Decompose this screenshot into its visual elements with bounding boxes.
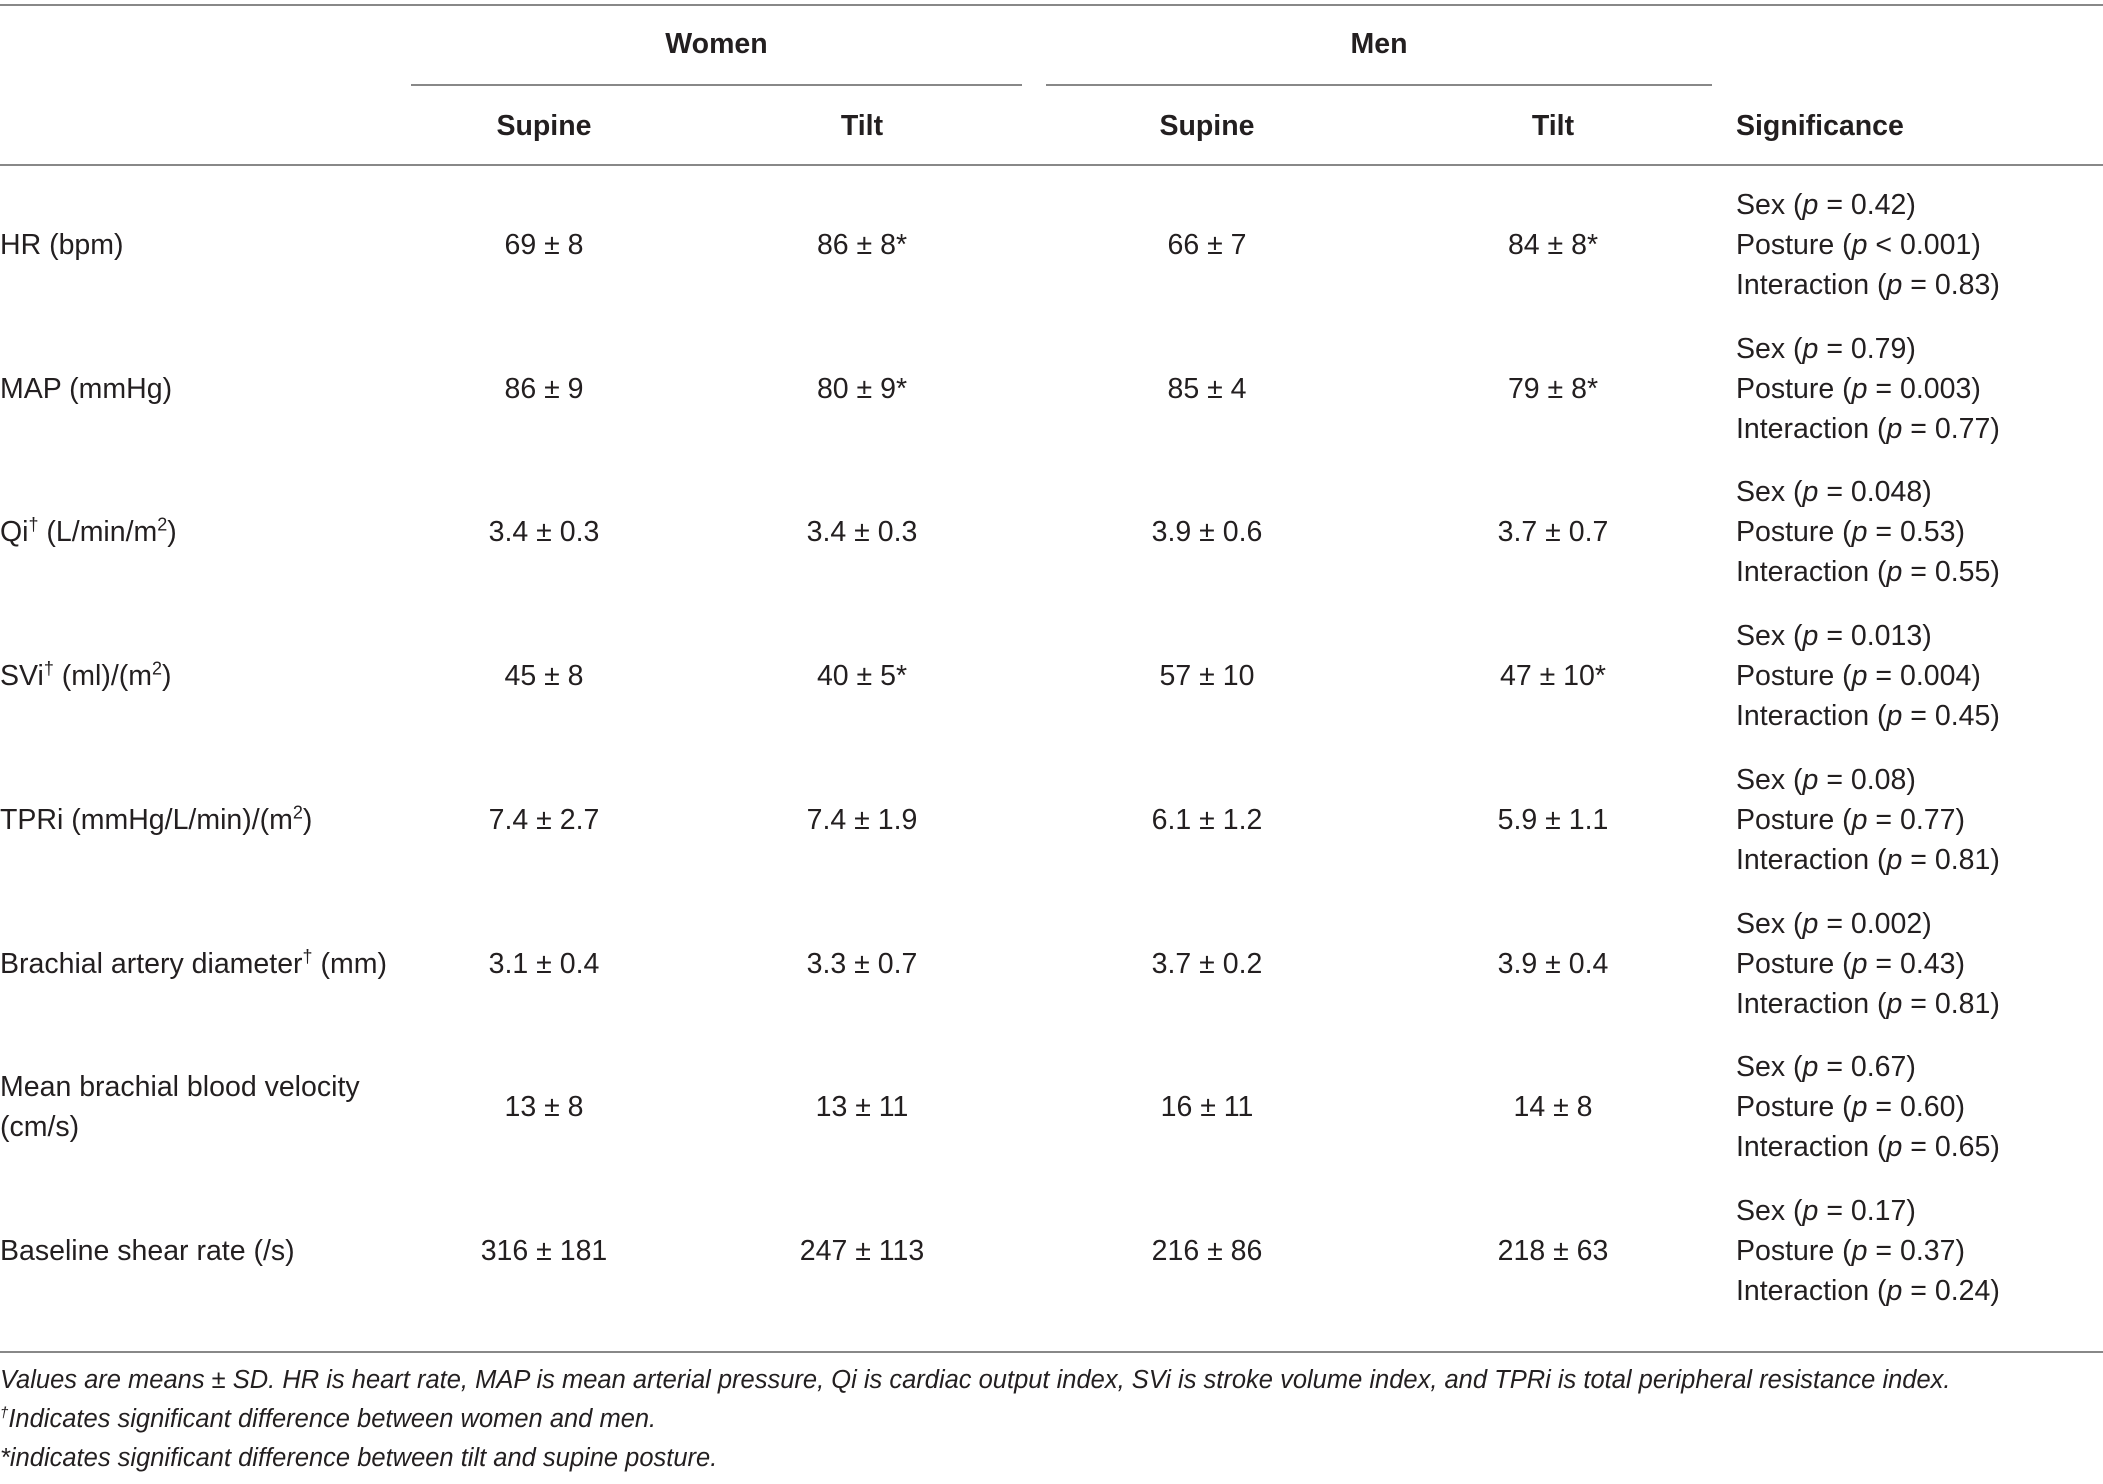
p-symbol: p bbox=[1802, 476, 1819, 509]
cell-men-supine: 16 ± 11 bbox=[1160, 1091, 1254, 1124]
effect-term: Sex bbox=[1736, 763, 1786, 796]
p-value: = 0.81 bbox=[1902, 843, 1991, 876]
cell-women-supine: 3.1 ± 0.4 bbox=[488, 947, 600, 980]
significance-cell bbox=[1736, 760, 2000, 880]
cell-men-supine: 85 ± 4 bbox=[1167, 372, 1247, 405]
significance-line: Posture (p = 0.43) bbox=[1736, 947, 1965, 980]
p-symbol: p bbox=[1886, 1131, 1903, 1164]
cell-women-supine: 45 ± 8 bbox=[504, 660, 584, 693]
cell-men-supine: 3.7 ± 0.2 bbox=[1151, 947, 1263, 980]
effect-term: Interaction bbox=[1736, 1131, 1870, 1164]
cell-men-tilt: 3.7 ± 0.7 bbox=[1497, 516, 1609, 549]
p-symbol: p bbox=[1851, 803, 1868, 836]
row-label: Mean brachial blood velocity (cm/s) bbox=[0, 1071, 360, 1144]
significance-cell bbox=[1736, 185, 2000, 305]
cell-men-tilt: 84 ± 8* bbox=[1507, 229, 1599, 261]
significance-line: Posture (p = 0.53) bbox=[1736, 516, 1965, 549]
row-label: Brachial artery diameter† (mm) bbox=[0, 946, 387, 980]
significance-cell bbox=[1736, 472, 2000, 592]
p-symbol: p bbox=[1802, 332, 1819, 365]
effect-term: Posture bbox=[1736, 947, 1835, 980]
significance-line: Interaction (p = 0.83) bbox=[1736, 269, 2000, 301]
p-value: = 0.17 bbox=[1818, 1194, 1907, 1227]
significance-cell bbox=[1736, 1047, 2000, 1167]
p-value: = 0.37 bbox=[1867, 1234, 1956, 1267]
effect-term: Sex bbox=[1736, 620, 1786, 653]
cell-men-supine: 57 ± 10 bbox=[1159, 660, 1255, 693]
p-value: = 0.83 bbox=[1902, 269, 1991, 301]
cell-women-supine: 13 ± 8 bbox=[504, 1091, 584, 1124]
significance-line: Posture (p = 0.004) bbox=[1736, 660, 1981, 693]
column-header-women-supine: Supine bbox=[496, 110, 592, 142]
p-symbol: p bbox=[1851, 372, 1868, 405]
cell-women-tilt: 7.4 ± 1.9 bbox=[806, 803, 918, 836]
effect-term: Posture bbox=[1736, 372, 1835, 405]
effect-term: Interaction bbox=[1736, 1274, 1870, 1307]
cell-men-tilt: 5.9 ± 1.1 bbox=[1497, 803, 1609, 836]
cell-men-tilt: 79 ± 8* bbox=[1507, 372, 1599, 405]
significance-line: Posture (p = 0.60) bbox=[1736, 1091, 1965, 1124]
p-value: = 0.08 bbox=[1818, 763, 1907, 796]
cell-women-supine: 316 ± 181 bbox=[480, 1234, 608, 1267]
p-symbol: p bbox=[1802, 763, 1819, 796]
effect-term: Posture bbox=[1736, 660, 1835, 693]
significance-line: Sex (p = 0.08) bbox=[1736, 763, 1916, 796]
p-symbol: p bbox=[1802, 907, 1819, 940]
significance-cell bbox=[1736, 1191, 2000, 1311]
significance-line: Posture (p < 0.001) bbox=[1736, 229, 1981, 261]
p-symbol: p bbox=[1886, 987, 1903, 1020]
cell-women-supine: 7.4 ± 2.7 bbox=[488, 803, 600, 836]
cell-men-tilt: 47 ± 10* bbox=[1500, 660, 1606, 693]
p-value: = 0.004 bbox=[1867, 660, 1972, 693]
significance-line: Sex (p = 0.17) bbox=[1736, 1194, 1916, 1227]
p-symbol: p bbox=[1886, 556, 1903, 589]
p-value: = 0.013 bbox=[1818, 620, 1923, 653]
effect-term: Interaction bbox=[1736, 987, 1870, 1020]
footnote-dagger-text: Indicates significant difference between women and men. bbox=[8, 1405, 657, 1433]
effect-term: Posture bbox=[1736, 1234, 1835, 1267]
cell-women-supine: 86 ± 9 bbox=[504, 372, 584, 405]
p-symbol: p bbox=[1851, 1234, 1868, 1267]
dagger-mark: † bbox=[0, 1404, 9, 1422]
cell-men-supine: 3.9 ± 0.6 bbox=[1151, 516, 1263, 549]
effect-term: Sex bbox=[1736, 1194, 1786, 1227]
column-header-women-tilt: Tilt bbox=[840, 110, 884, 142]
p-value: = 0.53 bbox=[1867, 516, 1956, 549]
footnote-asterisk: *indicates significant difference between tilt and supine posture. bbox=[0, 1444, 718, 1472]
cell-men-tilt: 3.9 ± 0.4 bbox=[1497, 947, 1609, 980]
effect-term: Interaction bbox=[1736, 412, 1870, 445]
effect-term: Sex bbox=[1736, 189, 1786, 221]
cell-women-tilt: 40 ± 5* bbox=[816, 660, 908, 693]
table-bottom-rule bbox=[0, 1351, 2103, 1353]
cell-men-tilt: 14 ± 8 bbox=[1513, 1091, 1593, 1124]
effect-term: Sex bbox=[1736, 1051, 1786, 1084]
footnote-dagger bbox=[0, 1405, 656, 1434]
significance-cell bbox=[1736, 616, 2000, 736]
men-group-rule bbox=[1046, 84, 1712, 86]
p-value: = 0.048 bbox=[1818, 476, 1923, 509]
p-symbol: p bbox=[1802, 189, 1819, 221]
p-value: = 0.67 bbox=[1818, 1051, 1907, 1084]
p-value: = 0.81 bbox=[1902, 987, 1991, 1020]
significance-line: Interaction (p = 0.77) bbox=[1736, 412, 2000, 445]
effect-term: Interaction bbox=[1736, 700, 1870, 733]
p-symbol: p bbox=[1886, 700, 1903, 733]
p-value: = 0.77 bbox=[1867, 803, 1956, 836]
header-bottom-rule bbox=[0, 164, 2103, 166]
significance-line: Sex (p = 0.013) bbox=[1736, 620, 1932, 653]
p-value: = 0.003 bbox=[1867, 372, 1972, 405]
effect-term: Posture bbox=[1736, 229, 1835, 261]
row-label: HR (bpm) bbox=[0, 229, 124, 261]
p-value: = 0.45 bbox=[1902, 700, 1991, 733]
p-symbol: p bbox=[1851, 229, 1868, 261]
p-value: = 0.77 bbox=[1902, 412, 1991, 445]
cell-women-tilt: 80 ± 9* bbox=[816, 372, 908, 405]
significance-line: Sex (p = 0.002) bbox=[1736, 907, 1932, 940]
p-symbol: p bbox=[1851, 1091, 1868, 1124]
significance-cell bbox=[1736, 904, 2000, 1024]
effect-term: Sex bbox=[1736, 332, 1786, 365]
cell-men-tilt: 218 ± 63 bbox=[1497, 1234, 1609, 1267]
significance-line: Interaction (p = 0.81) bbox=[1736, 987, 2000, 1020]
cell-women-supine: 3.4 ± 0.3 bbox=[488, 516, 600, 549]
significance-line: Sex (p = 0.67) bbox=[1736, 1051, 1916, 1084]
table-top-rule bbox=[0, 4, 2103, 6]
p-value: = 0.43 bbox=[1867, 947, 1956, 980]
effect-term: Sex bbox=[1736, 907, 1786, 940]
effect-term: Posture bbox=[1736, 1091, 1835, 1124]
p-value: = 0.55 bbox=[1902, 556, 1991, 589]
p-symbol: p bbox=[1886, 412, 1903, 445]
cell-women-tilt: 13 ± 11 bbox=[815, 1091, 909, 1124]
p-symbol: p bbox=[1886, 1274, 1903, 1307]
significance-cell bbox=[1736, 329, 2000, 449]
cell-men-supine: 66 ± 7 bbox=[1167, 229, 1247, 261]
significance-line: Interaction (p = 0.81) bbox=[1736, 843, 2000, 876]
significance-line: Interaction (p = 0.65) bbox=[1736, 1131, 2000, 1164]
cell-women-tilt: 86 ± 8* bbox=[816, 229, 908, 261]
p-value: = 0.42 bbox=[1818, 189, 1907, 221]
group-header-men: Men bbox=[1350, 28, 1408, 60]
row-label: Qi† $(L/\min/m^2)$ bbox=[0, 514, 177, 549]
group-header-women: Women bbox=[665, 28, 768, 60]
footnote-abbreviations: Values are means ± SD. HR is heart rate, MAP is mean arterial pressure, Qi is cardiac output index, SVi is stroke volume index, and TPRi is total peripheral resistance index. bbox=[0, 1366, 1951, 1394]
row-label: MAP (mmHg) bbox=[0, 372, 173, 405]
effect-term: Posture bbox=[1736, 803, 1835, 836]
significance-line: Posture (p = 0.77) bbox=[1736, 803, 1965, 836]
cell-women-tilt: 3.3 ± 0.7 bbox=[806, 947, 918, 980]
p-symbol: p bbox=[1851, 516, 1868, 549]
p-value: = 0.24 bbox=[1902, 1274, 1991, 1307]
p-symbol: p bbox=[1802, 620, 1819, 653]
cell-men-supine: 6.1 ± 1.2 bbox=[1151, 803, 1263, 836]
significance-line: Sex (p = 0.79) bbox=[1736, 332, 1916, 365]
significance-line: Posture (p = 0.37) bbox=[1736, 1234, 1965, 1267]
effect-term: Interaction bbox=[1736, 556, 1870, 589]
significance-line: Sex (p = 0.048) bbox=[1736, 476, 1932, 509]
significance-line: Interaction (p = 0.45) bbox=[1736, 700, 2000, 733]
effect-term: Interaction bbox=[1736, 269, 1870, 301]
effect-term: Posture bbox=[1736, 516, 1835, 549]
p-value: = 0.60 bbox=[1867, 1091, 1956, 1124]
significance-line: Interaction (p = 0.24) bbox=[1736, 1274, 2000, 1307]
cell-women-tilt: 247 ± 113 bbox=[799, 1234, 925, 1267]
effect-term: Sex bbox=[1736, 476, 1786, 509]
cell-men-supine: 216 ± 86 bbox=[1151, 1234, 1263, 1267]
row-label: SVi† $(ml)/(m^2)$ bbox=[0, 658, 172, 693]
significance-line: Sex (p = 0.42) bbox=[1736, 189, 1916, 221]
p-value: = 0.65 bbox=[1902, 1131, 1991, 1164]
effect-term: Interaction bbox=[1736, 843, 1870, 876]
women-group-rule bbox=[411, 84, 1022, 86]
p-value: = 0.002 bbox=[1818, 907, 1923, 940]
row-label: TPRi $(mmHg/L/\min)/(m^2)$ bbox=[0, 802, 313, 836]
cell-women-supine: 69 ± 8 bbox=[504, 229, 584, 261]
cell-women-tilt: 3.4 ± 0.3 bbox=[806, 516, 918, 549]
p-symbol: p bbox=[1886, 843, 1903, 876]
column-header-men-supine: Supine bbox=[1159, 110, 1255, 142]
p-value: < 0.001 bbox=[1867, 229, 1972, 261]
column-header-men-tilt: Tilt bbox=[1531, 110, 1575, 142]
column-header-significance: Significance bbox=[1736, 110, 1904, 142]
p-value: = 0.79 bbox=[1818, 332, 1907, 365]
p-symbol: p bbox=[1802, 1194, 1819, 1227]
p-symbol: p bbox=[1851, 660, 1868, 693]
significance-line: Posture (p = 0.003) bbox=[1736, 372, 1981, 405]
p-symbol: p bbox=[1851, 947, 1868, 980]
p-symbol: p bbox=[1802, 1051, 1819, 1084]
significance-line: Interaction (p = 0.55) bbox=[1736, 556, 2000, 589]
p-symbol: p bbox=[1886, 269, 1903, 301]
row-label: Baseline shear rate (/s) bbox=[0, 1234, 295, 1267]
